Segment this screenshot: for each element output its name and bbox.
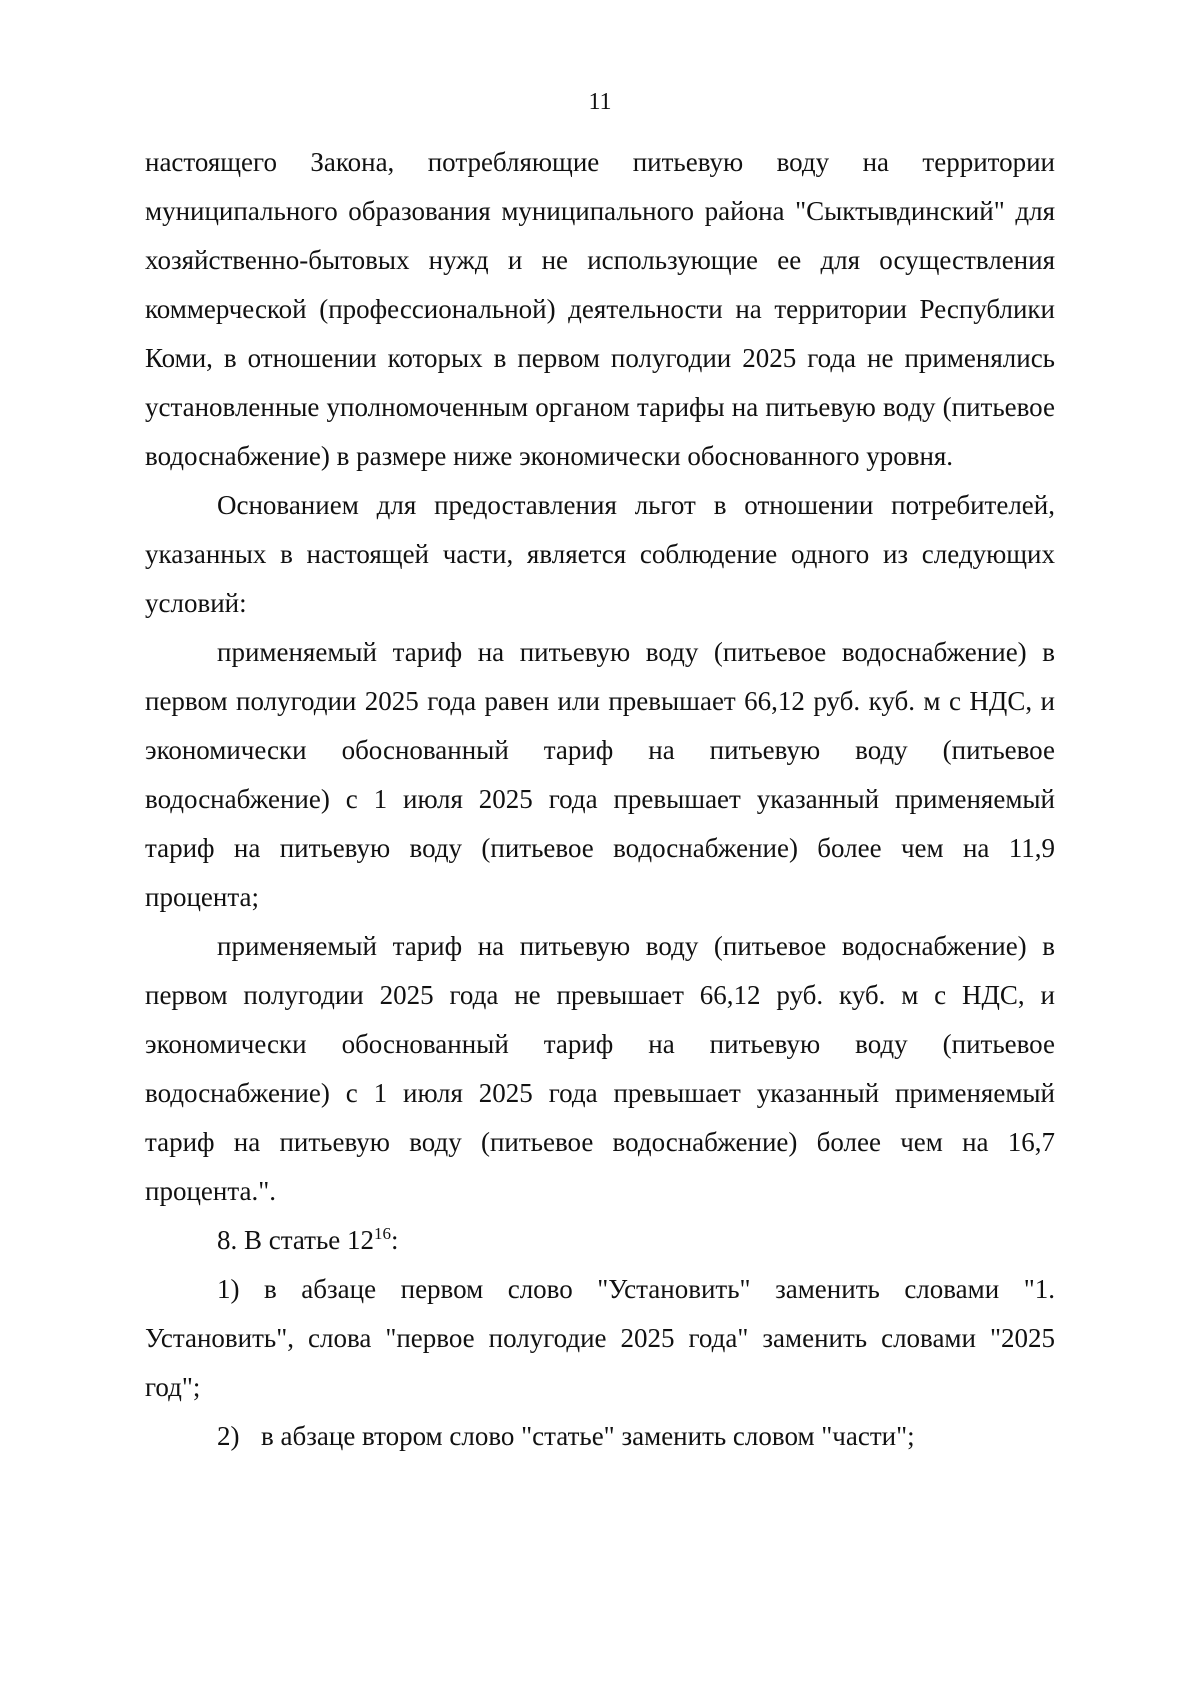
document-body bbox=[145, 138, 1055, 1461]
amendment-2-number: 2) bbox=[217, 1421, 240, 1451]
paragraph-condition-2: применяемый тариф на питьевую воду (питьевое водоснабжение) в первом полугодии 2025 года не превышает 66,12 руб. куб. м с НДС, и экономически обоснованный тариф на питьевую воду (питьевое водоснабжение) с 1 июля 2025 года превышает указанный применяемый тариф на питьевую воду (питьевое водоснабжение) более чем на 16,7 процента.". bbox=[145, 931, 1055, 1206]
paragraph-amendment-2 bbox=[145, 1412, 1055, 1461]
article-superscript: 16 bbox=[374, 1224, 392, 1243]
paragraph-condition-1: применяемый тариф на питьевую воду (питьевое водоснабжение) в первом полугодии 2025 года равен или превышает 66,12 руб. куб. м с НДС, и экономически обоснованный тариф на питьевую воду (питьевое водоснабжение) с 1 июля 2025 года превышает указанный применяемый тариф на питьевую воду (питьевое водоснабжение) более чем на 11,9 процента; bbox=[145, 637, 1055, 912]
page-number: 11 bbox=[588, 89, 612, 115]
paragraph-amendment-1: 1) в абзаце первом слово "Установить" заменить словами "1. Установить", слова "первое полугодие 2025 года" заменить словами "2025 год"; bbox=[145, 1274, 1055, 1402]
amendment-2-text: в абзаце втором слово "статье" заменить словом "части"; bbox=[261, 1421, 915, 1451]
paragraph-consumers: настоящего Закона, потребляющие питьевую воду на территории муниципального образования муниципального района "Сыктывдинский" для хозяйственно-бытовых нужд и не использующие ее для осуществления коммерческой (профессиональной) деятельности на территории Республики Коми, в отношении которых в первом полугодии 2025 года не применялись установленные уполномоченным органом тарифы на питьевую воду (питьевое водоснабжение) в размере ниже экономически обоснованного уровня. bbox=[145, 147, 1055, 471]
article-heading-colon: : bbox=[391, 1225, 399, 1255]
paragraph-article-heading bbox=[145, 1216, 1055, 1265]
article-heading-text: 8. В статье 12 bbox=[217, 1225, 375, 1255]
paragraph-grounds: Основанием для предоставления льгот в отношении потребителей, указанных в настоящей части, является соблюдение одного из следующих условий: bbox=[145, 490, 1055, 618]
